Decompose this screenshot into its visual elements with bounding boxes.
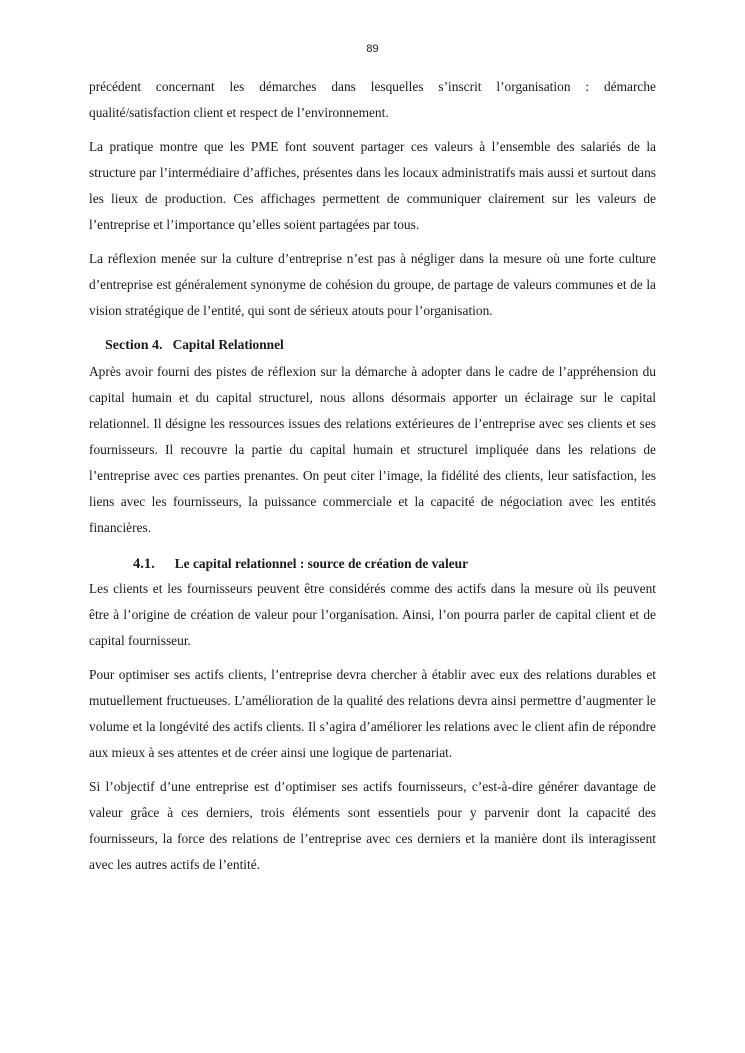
paragraph: La réflexion menée sur la culture d’entreprise n’est pas à négliger dans la mesure où une forte culture d’entreprise est généralement synonyme de cohésion du groupe, de partage de valeurs communes et de la vision stratégique de l’entité, qui sont de sérieux atouts pour l’organisation. xyxy=(89,251,656,318)
subsection-number: 4.1. xyxy=(133,556,155,572)
page-content xyxy=(89,74,656,878)
subsection-heading xyxy=(89,553,656,575)
paragraph: Si l’objectif d’une entreprise est d’optimiser ses actifs fournisseurs, c’est-à-dire générer davantage de valeur grâce à ces derniers, trois éléments sont essentiels pour y parvenir dont la capacité des fournisseurs, la force des relations de l’entreprise avec ces derniers et la manière dont ils interagissent avec les autres actifs de l’entité. xyxy=(89,779,656,872)
paragraph: La pratique montre que les PME font souvent partager ces valeurs à l’ensemble des salariés de la structure par l’intermédiaire d’affiches, présentes dans les locaux administratifs mais aussi et surtout dans les lieux de production. Ces affichages permettent de communiquer clairement sur les valeurs de l’entreprise et l’importance qu’elles soient partagées par tous. xyxy=(89,139,656,232)
subsection-title: Le capital relationnel : source de création de valeur xyxy=(174,556,469,571)
section-title: Capital Relationnel xyxy=(172,337,284,352)
page-number: 89 xyxy=(366,43,379,55)
paragraph: Après avoir fourni des pistes de réflexion sur la démarche à adopter dans le cadre de l’appréhension du capital humain et du capital structurel, nous allons désormais apporter un éclairage sur le capital relationnel. Il désigne les ressources issues des relations extérieures de l’entreprise avec ses clients et ses fournisseurs. Il recouvre la partie du capital humain et structurel impliquée dans les relations de l’entreprise avec ces parties prenantes. On peut citer l’image, la fidélité des clients, leur satisfaction, les liens avec les fournisseurs, la puissance commerciale et la capacité de négociation avec les entités financières. xyxy=(89,364,656,535)
section-heading xyxy=(89,334,656,357)
paragraph: précédent concernant les démarches dans lesquelles s’inscrit l’organisation : démarche qualité/satisfaction client et respect de l’environnement. xyxy=(89,79,656,120)
paragraph: Pour optimiser ses actifs clients, l’entreprise devra chercher à établir avec eux des relations durables et mutuellement fructueuses. L’amélioration de la qualité des relations devra ainsi permettre d’augmenter le volume et la longévité des actifs clients. Il s’agira d’améliorer les relations avec le client afin de répondre aux mieux à ses attentes et de créer ainsi une logique de partenariat. xyxy=(89,667,656,760)
section-number: Section 4. xyxy=(105,338,163,353)
paragraph: Les clients et les fournisseurs peuvent être considérés comme des actifs dans la mesure où ils peuvent être à l’origine de création de valeur pour l’organisation. Ainsi, l’on pourra parler de capital client et de capital fournisseur. xyxy=(89,581,656,648)
